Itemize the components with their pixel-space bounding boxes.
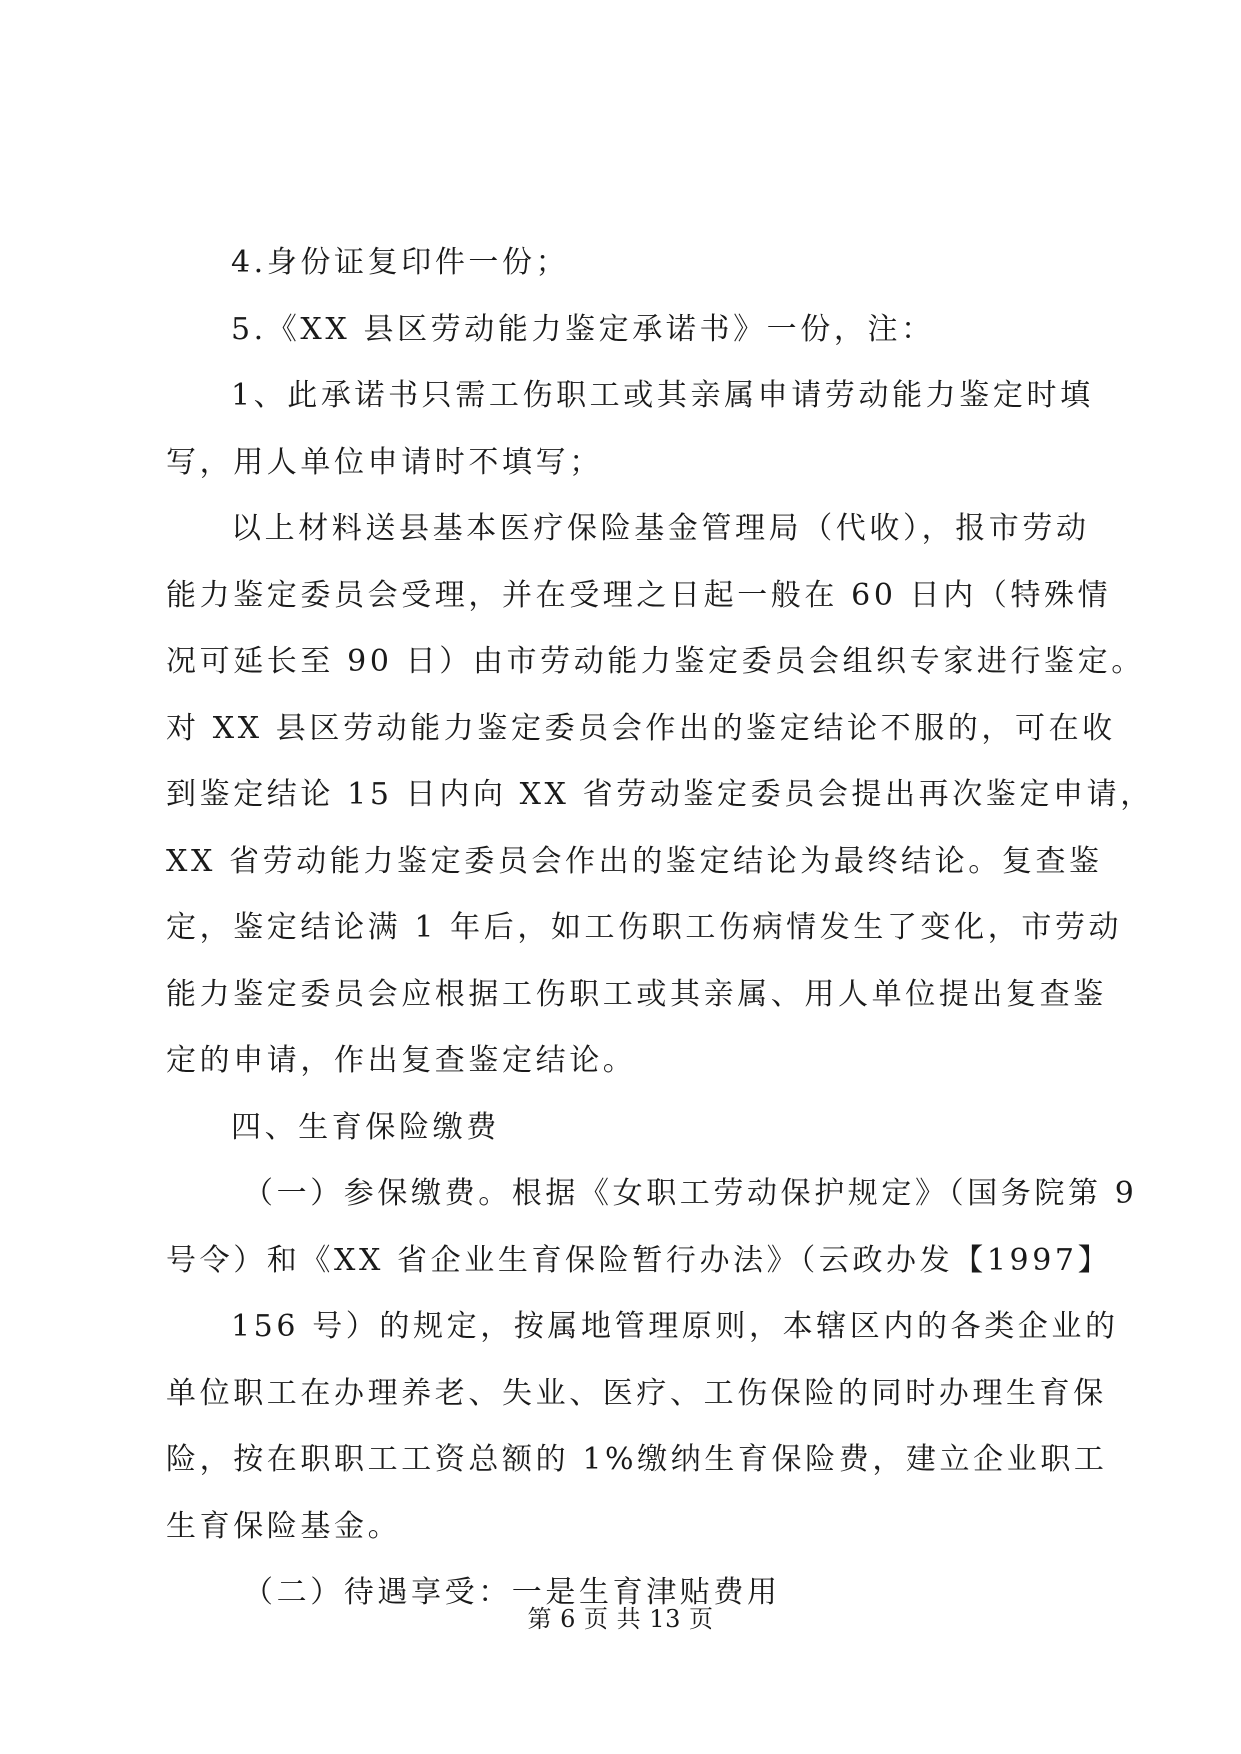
text-line: 写，用人单位申请时不填写； bbox=[166, 444, 603, 480]
text-line: 定，鉴定结论满 1 年后，如工伤职工伤病情发生了变化，市劳动 bbox=[166, 910, 1123, 945]
text-line: 生育保险基金。 bbox=[166, 1508, 402, 1544]
text-line: 156 号）的规定，按属地管理原则，本辖区内的各类企业的 bbox=[231, 1309, 1119, 1344]
page-number-footer: 第 6 页 共 13 页 bbox=[527, 1605, 714, 1633]
text-line: （二）待遇享受：一是生育津贴费用 bbox=[243, 1575, 781, 1610]
body-text bbox=[166, 230, 1154, 1627]
text-line: 能力鉴定委员会受理，并在受理之日起一般在 60 日内（特殊情 bbox=[166, 577, 1112, 613]
text-line: 定的申请，作出复查鉴定结论。 bbox=[166, 1043, 637, 1078]
text-line: 到鉴定结论 15 日内向 XX 省劳动鉴定委员会提出再次鉴定申请， bbox=[166, 777, 1154, 812]
text-line: （一）参保缴费。根据《女职工劳动保护规定》（国务院第 9 bbox=[243, 1176, 1138, 1211]
text-line: 对 XX 县区劳动能力鉴定委员会作出的鉴定结论不服的，可在收 bbox=[166, 710, 1116, 746]
text-line: 能力鉴定委员会应根据工伤职工或其亲属、用人单位提出复查鉴 bbox=[166, 976, 1107, 1012]
text-line: 况可延长至 90 日）由市劳动能力鉴定委员会组织专家进行鉴定。 bbox=[166, 644, 1145, 679]
text-line: 以上材料送县基本医疗保险基金管理局（代收），报市劳动 bbox=[231, 511, 1090, 546]
text-line: 1、此承诺书只需工伤职工或其亲属申请劳动能力鉴定时填 bbox=[231, 378, 1094, 413]
text-line: 5.《XX 县区劳动能力鉴定承诺书》一份，注： bbox=[231, 311, 935, 347]
text-line: 单位职工在办理养老、失业、医疗、工伤保险的同时办理生育保 bbox=[166, 1375, 1107, 1411]
section-heading: 四、生育保险缴费 bbox=[231, 1109, 500, 1145]
text-line: 号令）和《XX 省企业生育保险暂行办法》（云政办发【1997】 bbox=[166, 1242, 1112, 1278]
text-line: 险，按在职职工工资总额的 1%缴纳生育保险费，建立企业职工 bbox=[166, 1442, 1108, 1477]
text-line: 4.身份证复印件一份； bbox=[231, 245, 570, 280]
text-line: XX 省劳动能力鉴定委员会作出的鉴定结论为最终结论。复查鉴 bbox=[166, 843, 1103, 879]
